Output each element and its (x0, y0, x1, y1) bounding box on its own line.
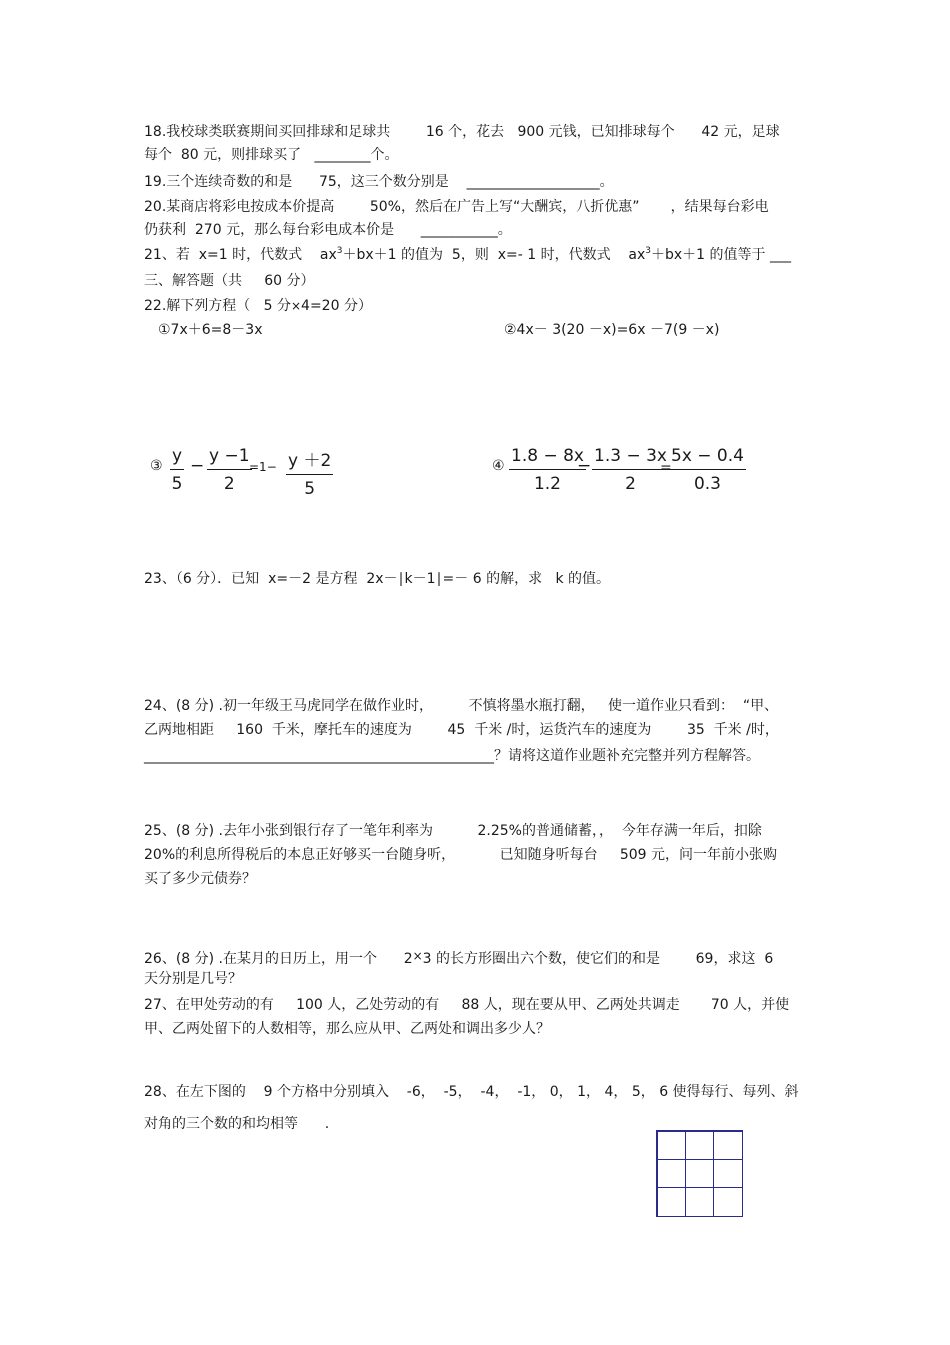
eq4-f1-numerator: 1.8 − 8x (511, 446, 584, 466)
grid-cell (713, 1159, 742, 1188)
fraction-bar (509, 469, 586, 470)
eq3-fraction-1 (170, 446, 184, 494)
q21-part2: ＋bx＋1 的值为 5，则 x=- 1 时，代数式 ax (342, 247, 646, 263)
eq4-fraction-2 (592, 446, 669, 494)
q18-line1: 18.我校球类联赛期间买回排球和足球共 16 个，花去 900 元钱，已知排球每个 42 元，足球 (144, 124, 780, 140)
q22-title (144, 297, 372, 315)
q28-line1: 28、在左下图的 9 个方格中分别填入 -6， -5， -4， -1， 0， 1， 4， 5， 6 使得每行、每列、斜 (144, 1084, 799, 1100)
times-symbol: × (290, 299, 302, 313)
q25-line2: 20%的利息所得税后的本息正好够买一台随身听， 已知随身听每台 509 元，问一年前小张购 (144, 847, 778, 863)
fraction-bar (170, 469, 184, 470)
q21-exponent-1: 3 (336, 246, 343, 256)
grid-cell (685, 1131, 714, 1160)
eq3-fraction-3 (286, 446, 333, 499)
q22-title-a: 22.解下列方程（ 5 分 (144, 298, 291, 314)
q19-line: 19.三个连续奇数的和是 75，这三个数分别是 ___________________。 (144, 174, 614, 190)
eq3-f1-denominator: 5 (171, 474, 183, 494)
grid-cell (713, 1187, 742, 1216)
grid-cell (657, 1159, 686, 1188)
eq4-f1-denominator: 1.2 (533, 474, 561, 494)
q24-line3: __________________________________________________？请将这道作业题补充完整并列方程解答。 (144, 748, 760, 764)
section-3-title: 三、解答题（共 60 分） (144, 273, 315, 289)
q25-line3: 买了多少元债券？ (144, 871, 256, 887)
eq4-f3-numerator: 5x − 0.4 (671, 446, 744, 466)
eq4-f2-denominator: 2 (625, 474, 636, 494)
eq4-equals: = (660, 460, 672, 476)
q22-equation-2: ②4x－ 3(20 －x)=6x －7(9 －x) (504, 322, 720, 338)
q26-line1a: 26、(8 分) .在某月的日历上，用一个 2 (144, 951, 413, 967)
fraction-bar (669, 469, 746, 470)
fraction-bar (592, 469, 669, 470)
eq3-minus: − (190, 456, 205, 476)
q25-line1: 25、(8 分) .去年小张到银行存了一笔年利率为 2.25%的普通储蓄，， 今年存满一年后，扣除 (144, 823, 762, 839)
times-symbol: × (412, 949, 423, 963)
eq3-f2-numerator: y −1 (209, 446, 250, 466)
eq3-f3-numerator: y ＋2 (288, 451, 332, 471)
q24-line2: 乙两地相距 160 千米，摩托车的速度为 45 千米 /时，运货汽车的速度为 35 千米 /时， (144, 722, 779, 738)
q20-line1: 20.某商店将彩电按成本价提高 50%，然后在广告上写“大酬宾，八折优惠” ，结果每台彩电 (144, 199, 769, 215)
q22-equation-1: ①7x＋6=8－3x (158, 322, 263, 338)
eq4-marker: ④ (492, 458, 505, 474)
fraction-bar (286, 474, 333, 475)
q24-line1: 24、(8 分) .初一年级王马虎同学在做作业时， 不慎将墨水瓶打翻， 使一道作业只看到： “甲、 (144, 698, 779, 714)
magic-square-grid (656, 1130, 743, 1217)
grid-cell (713, 1131, 742, 1160)
eq4-minus: − (577, 456, 592, 476)
fraction-bar (207, 469, 252, 470)
eq3-f1-numerator: y (172, 446, 183, 466)
q21-line (144, 246, 791, 264)
q20-line2: 仍获利 270 元，那么每台彩电成本价是 ___________。 (144, 222, 512, 238)
q27-line1: 27、在甲处劳动的有 100 人，乙处劳动的有 88 人，现在要从甲、乙两处共调走 70 人，并使 (144, 997, 790, 1013)
q22-title-b: 4=20 分） (301, 298, 372, 314)
eq4-fraction-3 (669, 446, 746, 494)
grid-cell (657, 1131, 686, 1160)
grid-cell (657, 1187, 686, 1216)
q21-part3: ＋bx＋1 的值等于 ___ (651, 247, 791, 263)
eq4-f3-denominator: 0.3 (693, 474, 721, 494)
q26-line1b: 3 的长方形圈出六个数，使它们的和是 69，求这 6 (422, 951, 774, 967)
q26-line1 (144, 947, 773, 968)
q26-line2: 天分别是几号？ (144, 971, 242, 987)
q28-line2: 对角的三个数的和均相等 . (144, 1116, 330, 1132)
grid-cell (685, 1187, 714, 1216)
eq4-f2-numerator: 1.3 − 3x (594, 446, 667, 466)
q23-line: 23、（6 分）．已知 x=－2 是方程 2x－∣k－1∣=－ 6 的解，求 k 的值。 (144, 571, 610, 587)
q21-part1: 21、若 x=1 时，代数式 ax (144, 247, 337, 263)
eq4-fraction-1 (509, 446, 586, 494)
eq3-marker: ③ (150, 458, 163, 474)
q18-line2: 每个 80 元，则排球买了 ________个。 (144, 147, 399, 163)
q21-exponent-2: 3 (645, 246, 652, 256)
eq3-mid: =1− (249, 460, 277, 474)
grid-cell (685, 1159, 714, 1188)
eq3-f3-denominator: 5 (304, 479, 316, 499)
q27-line2: 甲、乙两处留下的人数相等，那么应从甲、乙两处和调出多少人？ (144, 1021, 550, 1037)
eq3-f2-denominator: 2 (223, 474, 235, 494)
eq3-fraction-2 (207, 446, 252, 494)
